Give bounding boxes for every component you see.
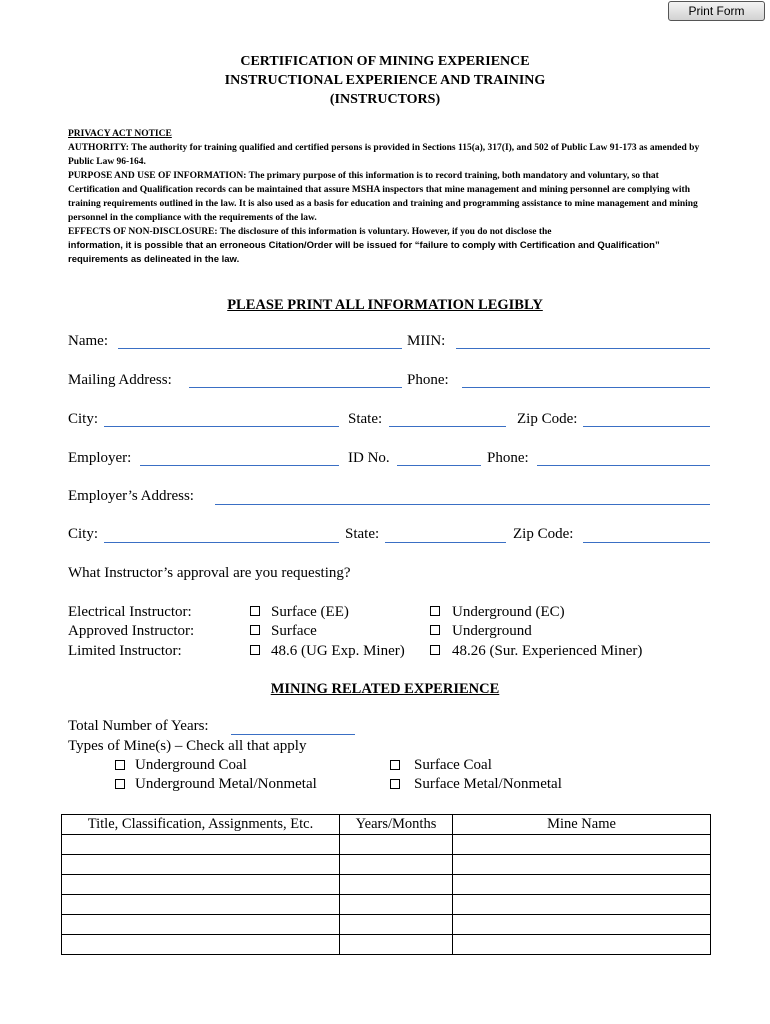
title-cell[interactable]	[62, 855, 340, 875]
id-no-field[interactable]	[397, 465, 481, 466]
miin-label: MIIN:	[407, 333, 446, 349]
privacy-effects-a: EFFECTS OF NON-DISCLOSURE: The disclosure of this information is voluntary. However, if you do not disclose the	[68, 227, 552, 237]
surface-metal-checkbox[interactable]	[390, 779, 400, 789]
id-no-label: ID No.	[348, 450, 390, 466]
name-label: Name:	[68, 333, 108, 349]
zip-label: Zip Code:	[517, 411, 578, 427]
underground-metal-label: Underground Metal/Nonmetal	[135, 776, 317, 792]
ug-exp-miner-label: 48.6 (UG Exp. Miner)	[271, 643, 405, 659]
privacy-authority: AUTHORITY: The authority for training qualified and certified persons is provided in Sections 115(a), 317(I), and 502 of Public Law 91-173 as amended by Public Law 96-164.	[68, 143, 700, 167]
print-legibly-heading: PLEASE PRINT ALL INFORMATION LEGIBLY	[227, 297, 543, 313]
employer-city-field[interactable]	[104, 542, 339, 543]
form-title-line-2: INSTRUCTIONAL EXPERIENCE AND TRAINING	[224, 73, 546, 88]
approval-question: What Instructor’s approval are you requesting?	[68, 565, 351, 581]
table-header-row	[62, 815, 711, 835]
phone-label: Phone:	[407, 372, 449, 388]
underground-coal-checkbox[interactable]	[115, 760, 125, 770]
state-field[interactable]	[389, 426, 506, 427]
mine-name-cell[interactable]	[453, 935, 711, 955]
mine-name-cell[interactable]	[453, 915, 711, 935]
total-years-field[interactable]	[231, 734, 355, 735]
approved-instructor-label: Approved Instructor:	[68, 623, 195, 639]
mine-name-cell[interactable]	[453, 875, 711, 895]
sur-experienced-miner-label: 48.26 (Sur. Experienced Miner)	[452, 643, 643, 659]
privacy-purpose: PURPOSE AND USE OF INFORMATION: The primary purpose of this information is to record training, both mandatory and voluntary, so that Certification and Qualification records can be maintained that assure MSHA inspectors that mine management and mining personnel are complying with training requirements outlined in the law. It is also used as a basis for education and training and programming assistance to mine management and mining personnel in the compliance with the requirements of the law.	[68, 171, 698, 223]
mailing-address-field[interactable]	[189, 387, 402, 388]
city-field[interactable]	[104, 426, 339, 427]
table-row	[62, 935, 711, 955]
employer-phone-label: Phone:	[487, 450, 529, 466]
employer-label: Employer:	[68, 450, 132, 466]
employer-phone-field[interactable]	[537, 465, 710, 466]
underground-coal-label: Underground Coal	[135, 757, 247, 773]
title-cell[interactable]	[62, 875, 340, 895]
privacy-effects-b: information, it is possible that an erroneous Citation/Order will be issued for “failure to comply with Certification and Qualification” requirements as delineated in the law.	[68, 240, 660, 265]
years-months-cell[interactable]	[340, 935, 453, 955]
experience-table	[61, 814, 711, 955]
surface-checkbox[interactable]	[250, 625, 260, 635]
form-title-line-1: CERTIFICATION OF MINING EXPERIENCE	[240, 54, 530, 69]
sur-experienced-miner-checkbox[interactable]	[430, 645, 440, 655]
employer-state-field[interactable]	[385, 542, 506, 543]
table-row	[62, 855, 711, 875]
mine-name-column-header: Mine Name	[453, 815, 711, 835]
mailing-address-label: Mailing Address:	[68, 372, 172, 388]
form-title-line-3: (INSTRUCTORS)	[329, 92, 441, 107]
years-months-cell[interactable]	[340, 895, 453, 915]
mine-name-cell[interactable]	[453, 895, 711, 915]
surface-coal-label: Surface Coal	[414, 757, 492, 773]
electrical-instructor-label: Electrical Instructor:	[68, 604, 192, 620]
table-row	[62, 915, 711, 935]
employer-address-label: Employer’s Address:	[68, 488, 194, 504]
mine-name-cell[interactable]	[453, 835, 711, 855]
years-months-cell[interactable]	[340, 875, 453, 895]
years-months-column-header: Years/Months	[340, 815, 453, 835]
title-column-header: Title, Classification, Assignments, Etc.	[62, 815, 340, 835]
total-years-label: Total Number of Years:	[68, 718, 209, 734]
ug-exp-miner-checkbox[interactable]	[250, 645, 260, 655]
table-row	[62, 835, 711, 855]
mine-name-cell[interactable]	[453, 855, 711, 875]
city-label: City:	[68, 411, 99, 427]
surface-label: Surface	[271, 623, 317, 639]
surface-ee-label: Surface (EE)	[271, 604, 349, 620]
title-cell[interactable]	[62, 915, 340, 935]
surface-metal-label: Surface Metal/Nonmetal	[414, 776, 562, 792]
zip-field[interactable]	[583, 426, 710, 427]
underground-checkbox[interactable]	[430, 625, 440, 635]
mining-experience-heading: MINING RELATED EXPERIENCE	[270, 681, 500, 697]
years-months-cell[interactable]	[340, 915, 453, 935]
years-months-cell[interactable]	[340, 835, 453, 855]
employer-state-label: State:	[345, 526, 380, 542]
title-cell[interactable]	[62, 935, 340, 955]
state-label: State:	[348, 411, 383, 427]
table-row	[62, 875, 711, 895]
years-months-cell[interactable]	[340, 855, 453, 875]
privacy-act-notice	[68, 127, 700, 267]
types-of-mines-label: Types of Mine(s) – Check all that apply	[68, 738, 307, 754]
surface-coal-checkbox[interactable]	[390, 760, 400, 770]
underground-ec-label: Underground (EC)	[452, 604, 565, 620]
table-row	[62, 895, 711, 915]
title-cell[interactable]	[62, 835, 340, 855]
employer-zip-label: Zip Code:	[513, 526, 574, 542]
employer-address-field[interactable]	[215, 504, 710, 505]
name-field[interactable]	[118, 348, 402, 349]
print-form-button[interactable]: Print Form	[668, 1, 765, 21]
phone-field[interactable]	[462, 387, 710, 388]
surface-ee-checkbox[interactable]	[250, 606, 260, 616]
underground-metal-checkbox[interactable]	[115, 779, 125, 789]
underground-ec-checkbox[interactable]	[430, 606, 440, 616]
employer-zip-field[interactable]	[583, 542, 710, 543]
privacy-heading: PRIVACY ACT NOTICE	[68, 129, 172, 139]
employer-field[interactable]	[140, 465, 339, 466]
title-cell[interactable]	[62, 895, 340, 915]
miin-field[interactable]	[456, 348, 710, 349]
limited-instructor-label: Limited Instructor:	[68, 643, 182, 659]
employer-city-label: City:	[68, 526, 99, 542]
underground-label: Underground	[452, 623, 532, 639]
